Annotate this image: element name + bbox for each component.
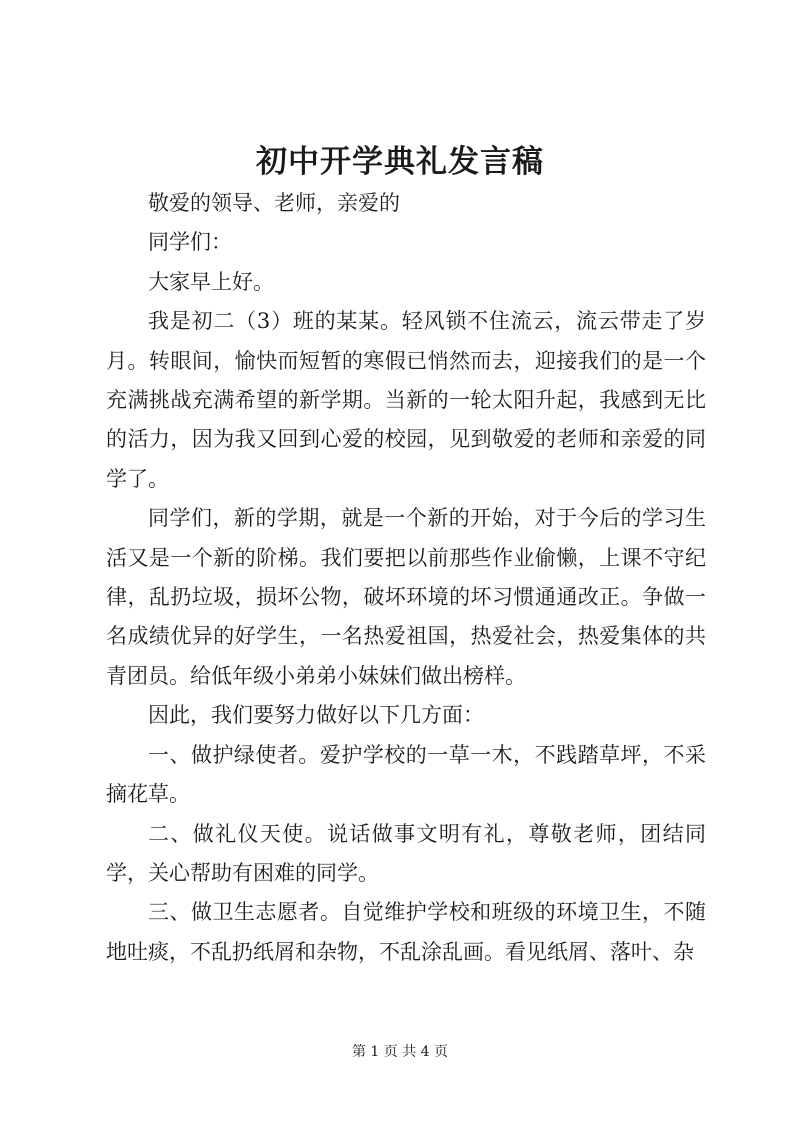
point-two-paragraph: 二、做礼仪天使。说话做事文明有礼，尊敬老师，团结同学，关心帮助有困难的同学。	[106, 821, 706, 885]
point-three-paragraph: 三、做卫生志愿者。自觉维护学校和班级的环境卫生，不随地吐痰，不乱扔纸屑和杂物，不乱涂乱画。看见纸屑、落叶、杂	[106, 900, 706, 964]
intro-paragraph: 我是初二（3）班的某某。轻风锁不住流云，流云带走了岁月。转眼间，愉快而短暂的寒假已悄然而去，迎接我们的是一个充满挑战充满希望的新学期。当新的一轮太阳升起，我感到无比的活力，因为我又回到心爱的校园，见到敬爱的老师和亲爱的同学了。	[106, 309, 706, 491]
document-body	[106, 184, 706, 972]
page-footer: 第 1 页 共 4 页	[351, 1044, 449, 1060]
salutation-line-1: 敬爱的领导、老师，亲爱的	[148, 191, 400, 215]
salutation-line-2: 同学们：	[148, 230, 232, 255]
aspects-intro-paragraph: 因此，我们要努力做好以下几方面：	[148, 703, 484, 728]
new-semester-paragraph: 同学们，新的学期，就是一个新的开始，对于今后的学习生活又是一个新的阶梯。我们要把以前那些作业偷懒，上课不守纪律，乱扔垃圾，损坏公物，破坏环境的坏习惯通通改正。争做一名成绩优异的好学生，一名热爱祖国，热爱社会，热爱集体的共青团员。给低年级小弟弟小妹妹们做出榜样。	[106, 506, 706, 688]
greeting-paragraph: 大家早上好。	[148, 269, 274, 294]
document-title: 初中开学典礼发言稿	[256, 144, 544, 180]
point-one-paragraph: 一、做护绿使者。爱护学校的一草一木，不践踏草坪，不采摘花草。	[106, 742, 706, 807]
